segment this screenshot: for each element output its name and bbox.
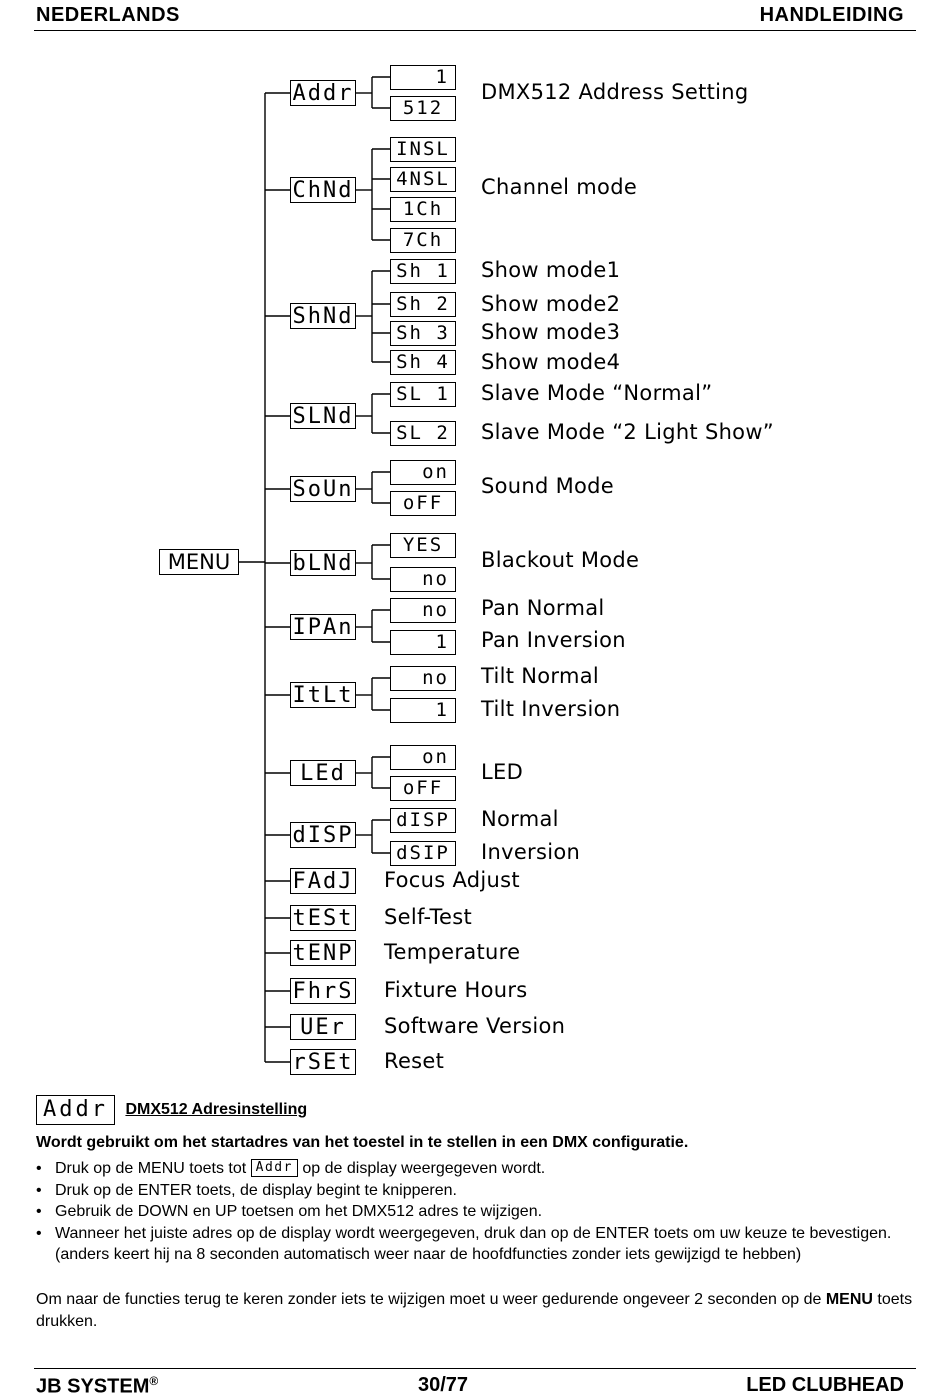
option-display: on: [390, 745, 456, 770]
list-item-note: (anders keert hij na 8 seconden automatisch weer naar de hoofdfuncties zonder iets gewijzigd te hebben): [55, 1246, 802, 1263]
menu-label: LED: [481, 760, 524, 784]
menu-code-ipan: IPAn: [290, 614, 356, 640]
option-display: SL 2: [390, 421, 456, 446]
menu-label: Normal: [481, 807, 559, 831]
addr-inline-icon: Addr: [251, 1159, 298, 1177]
option-display: dSIP: [390, 841, 456, 866]
menu-code-fadj: FAdJ: [290, 868, 356, 894]
menu-code-disp: dISP: [290, 822, 356, 848]
list-item: • Druk op de ENTER toets, de display begint te knipperen.: [36, 1180, 916, 1202]
section-title: DMX512 Adresinstelling: [125, 1101, 308, 1118]
option-display: Sh 2: [390, 292, 456, 317]
option-display: Sh 4: [390, 350, 456, 375]
menu-code-blnd: bLNd: [290, 550, 356, 576]
menu-code-shnd: ShNd: [290, 303, 356, 329]
menu-label: Channel mode: [481, 175, 638, 199]
menu-label: Software Version: [384, 1014, 566, 1038]
menu-label: Reset: [384, 1049, 445, 1073]
menu-label: Show mode3: [481, 320, 621, 344]
option-display: 1: [390, 630, 456, 655]
option-display: 1Ch: [390, 197, 456, 222]
list-item: • Gebruik de DOWN en UP toetsen om het DMX512 adres te wijzigen.: [36, 1201, 916, 1223]
menu-label: Pan Normal: [481, 596, 605, 620]
footer-rule: [34, 1368, 916, 1369]
closing-paragraph: Om naar de functies terug te keren zonder iets te wijzigen moet u weer gedurende ongeveer 2 seconden op de MENU toets drukken.: [36, 1291, 913, 1330]
option-display: no: [390, 666, 456, 691]
menu-code-rset: rSEt: [290, 1049, 356, 1075]
menu-label: Self-Test: [384, 905, 473, 929]
menu-code-uer: UEr: [290, 1014, 356, 1040]
menu-code-tenp: tENP: [290, 940, 356, 966]
menu-root: MENU: [159, 549, 239, 575]
option-display: Sh 3: [390, 321, 456, 346]
menu-code-test: tESt: [290, 905, 356, 931]
menu-label: Focus Adjust: [384, 868, 520, 892]
page-number: 30/77: [418, 1374, 469, 1396]
option-display: 7Ch: [390, 228, 456, 253]
footer-brand: JB SYSTEM®: [36, 1374, 159, 1398]
section-subtitle: Wordt gebruikt om het startadres van het toestel in te stellen in een DMX configuratie.: [36, 1134, 689, 1151]
menu-label: Show mode4: [481, 350, 621, 374]
menu-code-soun: SoUn: [290, 476, 356, 502]
instruction-list: [36, 1158, 916, 1266]
menu-label: Tilt Inversion: [481, 697, 621, 721]
option-display: 1: [390, 65, 456, 90]
menu-code-chnd: ChNd: [290, 177, 356, 203]
menu-label: Temperature: [384, 940, 521, 964]
menu-label: Slave Mode “Normal”: [481, 381, 713, 405]
option-display: no: [390, 567, 456, 592]
option-display: 4NSL: [390, 167, 456, 192]
footer-product: LED CLUBHEAD: [746, 1374, 904, 1396]
option-display: Sh 1: [390, 259, 456, 284]
option-display: SL 1: [390, 382, 456, 407]
section-heading: [36, 1095, 916, 1125]
list-item: • Wanneer het juiste adres op de display wordt weergegeven, druk dan op de ENTER toets om uw keuze te bevestigen. (anders keert hij na 8 seconden automatisch weer naar de hoofdfuncties zonder iets gewijzigd te hebben): [36, 1223, 916, 1266]
option-display: INSL: [390, 137, 456, 162]
menu-label: Blackout Mode: [481, 548, 640, 572]
menu-label: Pan Inversion: [481, 628, 626, 652]
menu-label: Sound Mode: [481, 474, 615, 498]
header-left: NEDERLANDS: [36, 4, 180, 26]
addr-display-icon: Addr: [36, 1095, 115, 1125]
menu-code-slnd: SLNd: [290, 403, 356, 429]
menu-label: Show mode2: [481, 292, 621, 316]
menu-label: Tilt Normal: [481, 664, 600, 688]
option-display: oFF: [390, 491, 456, 516]
option-display: 512: [390, 96, 456, 121]
menu-code-led: LEd: [290, 760, 356, 786]
option-display: dISP: [390, 808, 456, 833]
menu-label: Show mode1: [481, 258, 621, 282]
menu-code-fhrs: FhrS: [290, 978, 356, 1004]
option-display: YES: [390, 533, 456, 558]
header-right: HANDLEIDING: [759, 4, 904, 26]
menu-label: Fixture Hours: [384, 978, 528, 1002]
menu-label: Slave Mode “2 Light Show”: [481, 420, 774, 444]
option-display: oFF: [390, 776, 456, 801]
option-display: on: [390, 460, 456, 485]
list-item: • Druk op de MENU toets tot Addr op de display weergegeven wordt.: [36, 1158, 916, 1180]
menu-label: DMX512 Address Setting: [481, 80, 749, 104]
option-display: no: [390, 598, 456, 623]
menu-code-itlt: ItLt: [290, 682, 356, 708]
menu-code-addr: Addr: [290, 80, 356, 106]
option-display: 1: [390, 698, 456, 723]
menu-label: Inversion: [481, 840, 581, 864]
